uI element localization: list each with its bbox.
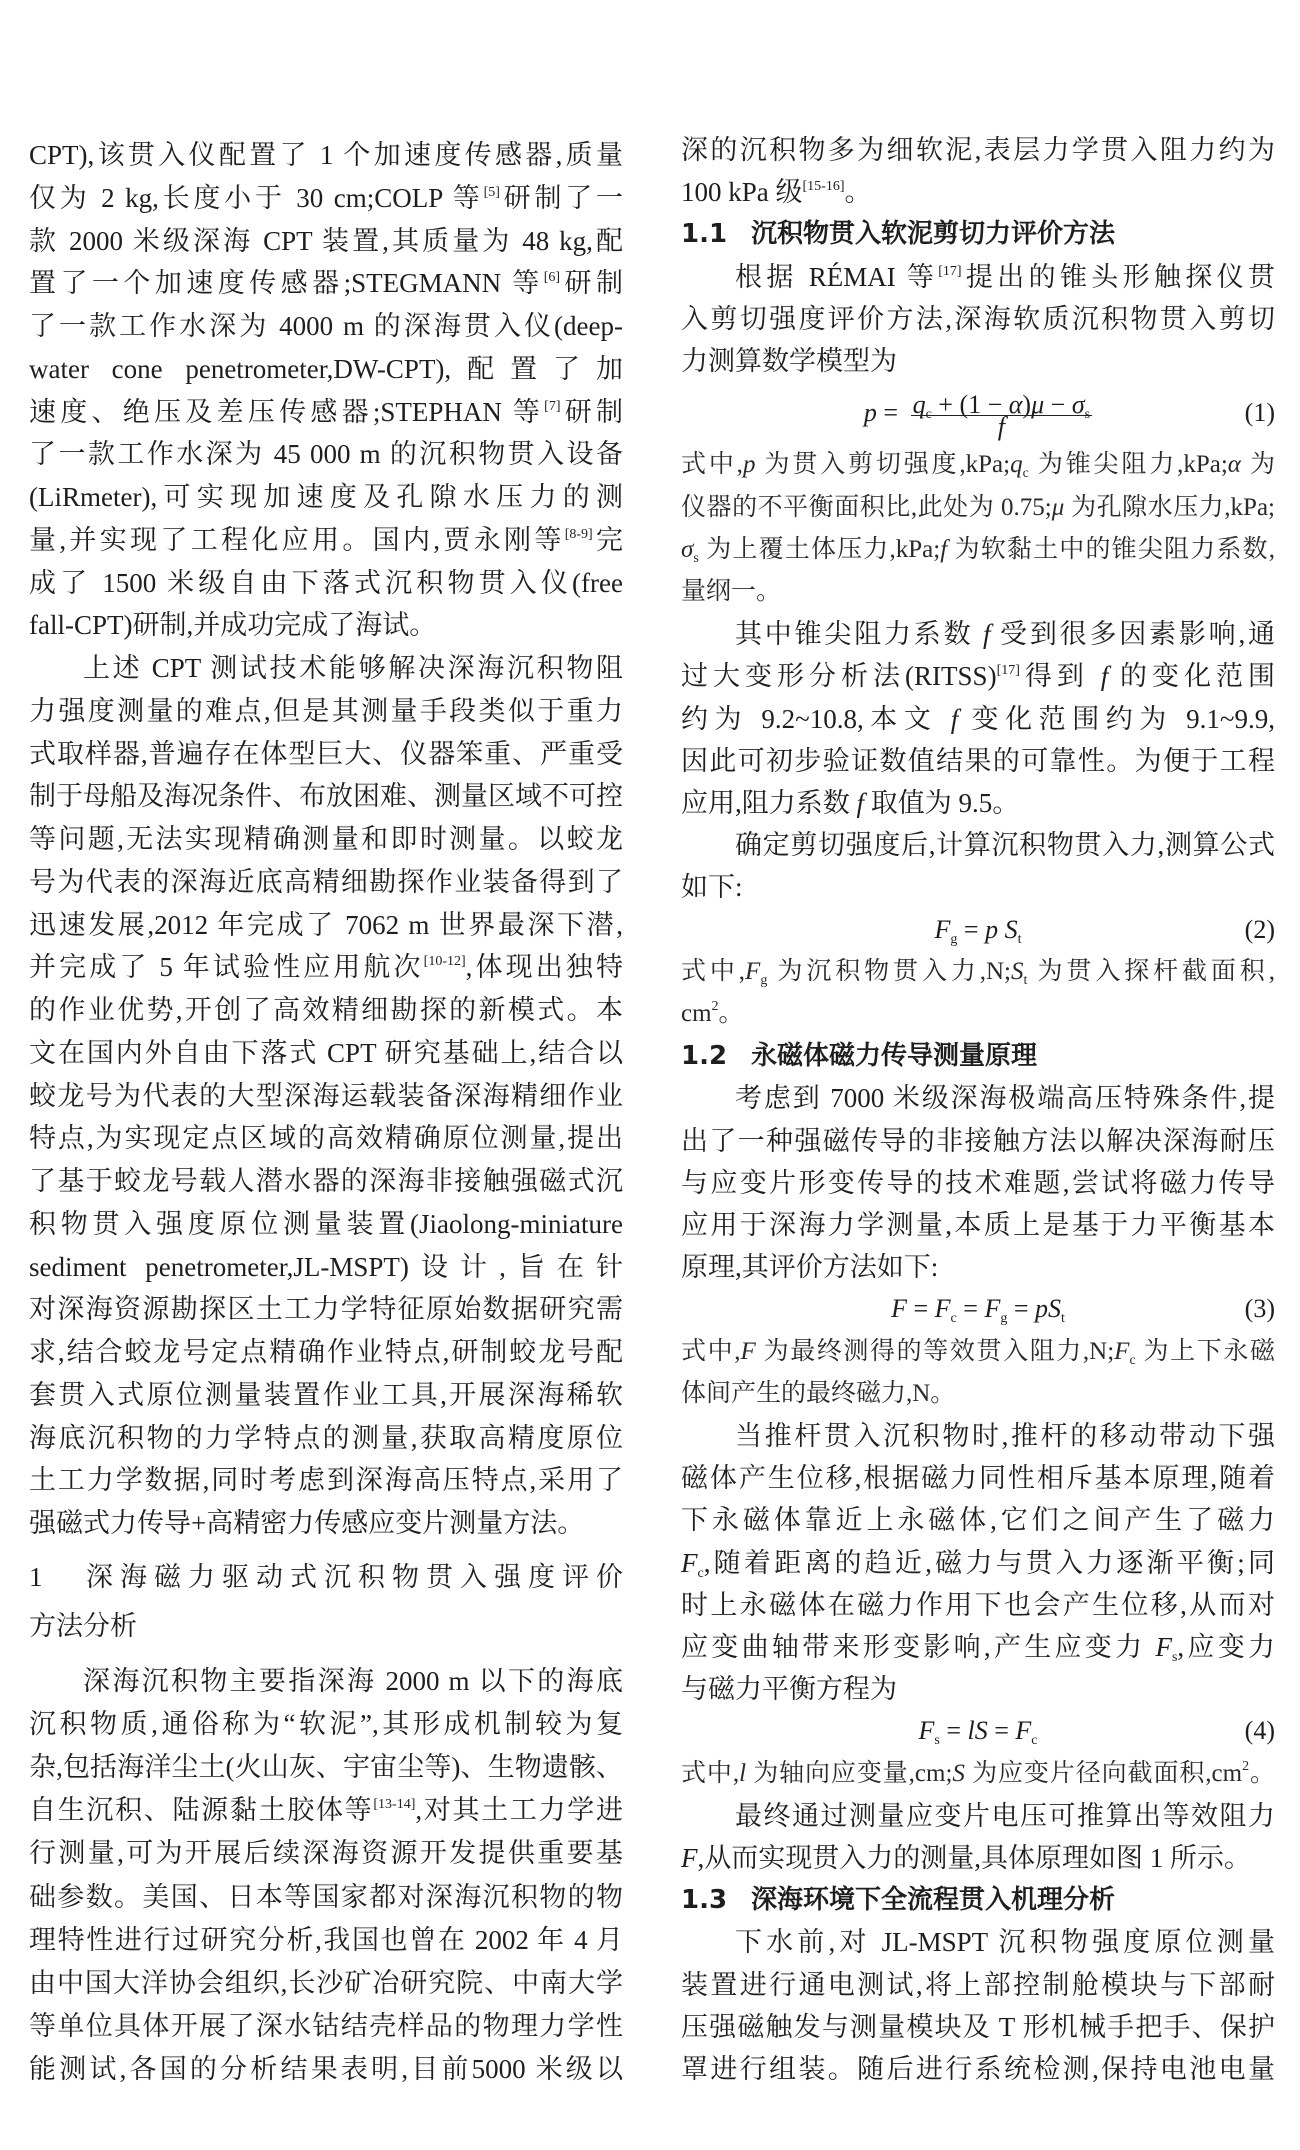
text-run: 原理,其评价方法如下: xyxy=(681,1252,939,1283)
paragraph-line xyxy=(29,1247,623,1287)
paragraph-line xyxy=(29,1204,623,1244)
text-run: 深的沉积物多为细软泥,表层力学贯入阻力约为 xyxy=(681,135,1275,165)
equation-number: (3) xyxy=(1244,1294,1275,1324)
text-run: 为 xyxy=(1240,451,1275,479)
text-run: = xyxy=(957,914,986,944)
paragraph-line xyxy=(681,1205,1275,1245)
text-run: 因此可初步验证数值结果的可靠性。为便于工程 xyxy=(681,745,1275,776)
paragraph-line xyxy=(29,734,623,774)
text-run: 下水前,对 JL-MSPT 沉积物强度原位测量 xyxy=(735,1927,1275,1958)
math-variable: f xyxy=(982,619,991,650)
text-run: 体间产生的最终磁力,N。 xyxy=(681,1379,956,1407)
citation-superscript: [8-9] xyxy=(564,526,593,542)
paragraph-line xyxy=(29,1118,623,1158)
equation-number: (1) xyxy=(1244,398,1275,428)
math-variable: f xyxy=(940,535,948,563)
text-run: 时上永磁体在磁力作用下也会产生位移,从而对 xyxy=(681,1589,1275,1620)
text-run: 应变曲轴带来形变影响,产生应变力 xyxy=(681,1632,1156,1662)
text-run: ,对其土工力学进 xyxy=(415,1795,624,1826)
math-variable: f xyxy=(950,703,959,734)
math-variable: lS xyxy=(967,1716,988,1746)
subscript: s xyxy=(1171,1650,1178,1665)
math-variable: F xyxy=(681,1547,698,1578)
text-run: 为上覆土体压力,kPa; xyxy=(698,535,941,563)
paragraph-line xyxy=(29,990,623,1030)
paragraph-line xyxy=(681,1500,1275,1540)
math-variable: μ xyxy=(1031,389,1045,419)
math-variable: S xyxy=(1004,914,1018,944)
subscript: c xyxy=(697,1565,704,1581)
paragraph-line xyxy=(681,825,1275,865)
text-run: 过大变形分析法(RITSS) xyxy=(681,661,997,692)
text-run: 土工力学数据,同时考虑到深海高压特点,采用了 xyxy=(29,1465,623,1496)
paragraph-line xyxy=(681,1922,1275,1962)
text-run: ) xyxy=(1022,389,1032,419)
text-run: 沉积物质,通俗称为“软泥”,其形成机制较为复 xyxy=(29,1709,623,1740)
paragraph-line xyxy=(681,867,1275,907)
paragraph-line xyxy=(29,1877,623,1917)
math-variable: p xyxy=(985,914,999,944)
text-run: 成了 1500 米级自由下落式沉积物贯入仪(free xyxy=(29,567,623,598)
paragraph-line xyxy=(29,1963,623,2003)
equation-note-line xyxy=(681,488,1275,528)
text-run: 杂,包括海洋尘土(火山灰、宇宙尘等)、生物遗骸、 xyxy=(29,1752,623,1783)
paragraph-line xyxy=(29,1033,623,1073)
equation-number: (2) xyxy=(1244,914,1275,944)
subscript: t xyxy=(1061,1311,1065,1327)
text-run: 为贯入剪切强度,kPa; xyxy=(755,451,1011,479)
text-run: 其中锥尖阻力系数 xyxy=(735,619,983,650)
fraction xyxy=(911,389,1093,441)
section-number: 1.2 xyxy=(681,1041,728,1072)
math-variable: F xyxy=(1015,1716,1032,1746)
text-run: 量,并实现了工程化应用。国内,贾永刚等 xyxy=(29,524,565,555)
text-run: 力测算数学模型为 xyxy=(681,346,897,376)
chapter-heading-line xyxy=(29,1606,623,1646)
paragraph-line xyxy=(29,2006,623,2046)
text-run: 式中, xyxy=(681,1337,741,1365)
math-variable: f xyxy=(997,411,1005,441)
paragraph-line xyxy=(681,1163,1275,1203)
subscript: s xyxy=(693,550,699,566)
text-run: 为轴向应变量,cm; xyxy=(746,1759,953,1787)
subscript: s xyxy=(1084,406,1091,422)
math-variable: F xyxy=(740,1337,756,1365)
equation-note-line xyxy=(681,445,1275,485)
subscript: t xyxy=(1017,931,1022,947)
text-run: − xyxy=(1044,389,1072,419)
text-run: 了基于蛟龙号载人潜水器的深海非接触强磁式沉 xyxy=(29,1166,623,1196)
text-run: 深海磁力驱动式沉积物贯入强度评价 xyxy=(79,1562,623,1592)
text-run: 为锥尖阻力,kPa; xyxy=(1028,451,1228,479)
text-run: 的变化范围 xyxy=(1108,661,1276,692)
paragraph-line xyxy=(29,862,623,902)
subscript: g xyxy=(1000,1311,1008,1327)
text-run: cm xyxy=(681,1000,712,1027)
text-run: 确定剪切强度后,计算沉积物贯入力,测算公式 xyxy=(735,830,1275,861)
paragraph-line xyxy=(681,1247,1275,1287)
subscript: c xyxy=(925,406,932,422)
text-run: 为贯入探杆截面积, xyxy=(1027,957,1275,985)
subscript: t xyxy=(1023,972,1028,988)
text-run: 上述 CPT 测试技术能够解决深海沉积物阻 xyxy=(83,653,623,683)
text-run: 自生沉积、陆源黏土胶体等 xyxy=(29,1795,374,1826)
text-run: 出了一种强磁传导的非接触方法以解决深海耐压 xyxy=(681,1125,1275,1156)
section-title: 沉积物贯入软泥剪切力评价方法 xyxy=(751,219,1116,250)
text-run: 了一款工作水深为 4000 m 的深海贯入仪(deep- xyxy=(29,311,623,341)
text-run: (LiRmeter),可实现加速度及孔隙水压力的测 xyxy=(29,482,623,512)
paragraph-line xyxy=(29,520,623,560)
paragraph-line xyxy=(29,1076,623,1116)
math-variable: f xyxy=(856,788,865,818)
subscript: s xyxy=(934,1733,940,1749)
text-run: 仅为 2 kg,长度小于 30 cm;COLP 等 xyxy=(29,182,484,213)
text-run: 由中国大洋协会组织,长沙矿冶研究院、中南大学 xyxy=(29,1967,623,1998)
paragraph-line xyxy=(29,1161,623,1201)
text-run: 完 xyxy=(592,524,624,555)
text-run: 迅速发展,2012 年完成了 7062 m 世界最深下潜, xyxy=(29,909,623,940)
text-run: 为应变片径向截面积,cm xyxy=(964,1759,1243,1787)
paragraph-line xyxy=(681,341,1275,381)
text-run: 制于母船及海况条件、布放困难、测量区域不可控 xyxy=(29,781,623,812)
equation xyxy=(681,910,1275,950)
text-run: 强磁式力传导+高精密力传感应变片测量方法。 xyxy=(29,1508,585,1538)
paragraph-line xyxy=(29,477,623,517)
paragraph-line xyxy=(681,172,1275,212)
paragraph-line xyxy=(681,1121,1275,1161)
text-run: 为沉积物贯入力,N; xyxy=(767,957,1011,985)
text-run: 应用于深海力学测量,本质上是基于力平衡基本 xyxy=(681,1210,1275,1240)
math-variable: F xyxy=(745,957,761,985)
paragraph-line xyxy=(29,2049,623,2089)
subscript: c xyxy=(1031,1733,1038,1749)
paragraph-line xyxy=(681,783,1275,823)
section-title: 深海环境下全流程贯入机理分析 xyxy=(751,1885,1116,1916)
text-run: 式取样器,普遍存在体型巨大、仪器笨重、严重受 xyxy=(29,738,623,769)
paragraph-line xyxy=(681,2049,1275,2089)
citation-superscript: [13-14] xyxy=(373,1797,416,1813)
paragraph-line xyxy=(29,776,623,816)
text-run: 取值为 9.5。 xyxy=(864,788,1020,818)
equation-note-line xyxy=(681,530,1275,570)
text-run: 积物贯入强度原位测量装置(Jiaolong-miniature xyxy=(29,1208,623,1239)
math-variable: S xyxy=(952,1759,965,1787)
text-run: 100 kPa 级 xyxy=(681,177,803,208)
paragraph-line xyxy=(681,1965,1275,2005)
paragraph-line xyxy=(681,1458,1275,1498)
paragraph-line xyxy=(29,135,623,175)
text-run: 款 2000 米级深海 CPT 装置,其质量为 48 kg,配 xyxy=(29,225,623,256)
text-run: CPT),该贯入仪配置了 1 个加速度传感器,质量 xyxy=(29,140,623,170)
paragraph-line xyxy=(29,1661,623,1701)
subscript: c xyxy=(950,1311,957,1327)
text-run: 方法分析 xyxy=(29,1611,137,1641)
text-run: 研制了一 xyxy=(499,182,623,213)
paragraph-line xyxy=(681,656,1275,696)
text-run: fall-CPT)研制,并成功完成了海试。 xyxy=(29,610,437,641)
text-run: 了一款工作水深为 45 000 m 的沉积物贯入设备 xyxy=(29,439,623,470)
text-run: = xyxy=(987,1716,1016,1746)
text-run: 磁体产生位移,根据磁力同性相斥基本原理,随着 xyxy=(681,1463,1275,1494)
paragraph-line xyxy=(681,741,1275,781)
section-number: 1.3 xyxy=(681,1885,728,1916)
text-run: 式中, xyxy=(681,1759,740,1787)
text-run: 等问题,无法实现精确测量和即时测量。以蛟龙 xyxy=(29,824,623,854)
math-variable: pS xyxy=(1035,1294,1061,1324)
text-run: 。 xyxy=(718,1000,744,1027)
equation-note-line xyxy=(681,572,1275,612)
equation-note-line xyxy=(681,994,1275,1034)
paragraph-line xyxy=(681,2007,1275,2047)
paragraph-line xyxy=(29,263,623,303)
text-run: 罩进行组装。随后进行系统检测,保持电池电量 xyxy=(681,2054,1275,2084)
paragraph-line xyxy=(29,1704,623,1744)
paragraph-line xyxy=(29,1920,623,1960)
equation-note-line xyxy=(681,1332,1275,1372)
text-run: 为孔隙水压力,kPa; xyxy=(1064,493,1275,521)
math-variable: α xyxy=(1008,389,1023,419)
paragraph-line xyxy=(681,1585,1275,1625)
math-variable: F xyxy=(1114,1337,1130,1365)
left-column xyxy=(29,0,623,2150)
math-variable: F xyxy=(918,1716,935,1746)
text-run: + (1 − xyxy=(931,389,1009,419)
text-run: 当推杆贯入沉积物时,推杆的移动带动下强 xyxy=(735,1421,1275,1451)
text-run: = xyxy=(906,1294,935,1324)
text-run: 套贯入式原位测量装置作业工具,开展深海稀软 xyxy=(29,1379,623,1410)
text-run: water cone penetrometer,DW-CPT),配置了加 xyxy=(29,353,623,384)
math-variable: F xyxy=(891,1294,907,1324)
math-variable: l xyxy=(739,1759,747,1787)
paragraph-line xyxy=(681,257,1275,297)
paragraph-line xyxy=(29,1460,623,1500)
text-run: 约为 9.2~10.8,本文 xyxy=(681,703,951,734)
subscript: g xyxy=(950,931,958,947)
math-variable: F xyxy=(681,1843,698,1873)
paragraph-line xyxy=(29,306,623,346)
math-variable: F xyxy=(934,914,951,944)
math-variable: F xyxy=(934,1294,951,1324)
text-run: 。 xyxy=(844,177,872,208)
citation-superscript: [7] xyxy=(544,398,561,414)
citation-superscript: [5] xyxy=(483,184,500,200)
subscript: g xyxy=(760,972,768,988)
citation-superscript: [17] xyxy=(996,663,1020,679)
paragraph-line xyxy=(681,1669,1275,1709)
paragraph-line xyxy=(681,299,1275,339)
text-run: 对深海资源勘探区土工力学特征原始数据研究需 xyxy=(29,1294,623,1325)
text-run: 蛟龙号为代表的大型深海运载装备深海精细作业 xyxy=(29,1080,623,1111)
text-run: 为最终测得的等效贯入阻力,N; xyxy=(755,1337,1115,1365)
subscript: c xyxy=(1022,466,1029,482)
text-run: 础参数。美国、日本等国家都对深海沉积物的物 xyxy=(29,1881,623,1912)
paragraph-line xyxy=(29,1790,623,1830)
paragraph-line xyxy=(29,1332,623,1372)
text-run: 等单位具体开展了深水钴结壳样品的物理力学性 xyxy=(29,2010,623,2041)
text-run: 的作业优势,开创了高效精细勘探的新模式。本 xyxy=(29,995,623,1025)
equation-number: (4) xyxy=(1244,1716,1275,1746)
text-run: = xyxy=(1007,1294,1035,1324)
text-run: 置了一个加速度传感器;STEGMANN 等 xyxy=(29,268,544,299)
text-run: 得到 xyxy=(1019,661,1101,692)
text-run: 为软黏土中的锥尖阻力系数, xyxy=(947,535,1275,563)
citation-superscript: [6] xyxy=(543,270,561,286)
text-run: 下永磁体靠近上永磁体,它们之间产生了磁力 xyxy=(681,1505,1275,1536)
paragraph-line xyxy=(681,130,1275,170)
right-column xyxy=(681,0,1275,2150)
text-run: 研制 xyxy=(560,396,624,427)
subscript: c xyxy=(1129,1352,1136,1368)
paragraph-line xyxy=(29,947,623,987)
paragraph-line xyxy=(29,563,623,603)
paragraph-line xyxy=(29,1375,623,1415)
text-run: = xyxy=(956,1294,985,1324)
equation xyxy=(681,1289,1275,1329)
paragraph-line xyxy=(29,605,623,645)
math-variable: α xyxy=(1227,451,1241,479)
citation-superscript: 2 xyxy=(711,999,719,1014)
math-variable: q xyxy=(912,389,926,419)
text-run: 与应变片形变传导的技术难题,尝试将磁力传导 xyxy=(681,1167,1275,1198)
text-run: 海底沉积物的力学特点的测量,获取高精度原位 xyxy=(29,1422,623,1453)
paragraph-line xyxy=(681,1796,1275,1836)
text-run: = xyxy=(876,398,905,428)
paragraph-line xyxy=(29,905,623,945)
text-run: 速度、绝压及差压传感器;STEPHAN 等 xyxy=(29,396,545,427)
paragraph-line xyxy=(681,1543,1275,1583)
text-run: ,随着距离的趋近,磁力与贯入力逐渐平衡;同 xyxy=(703,1547,1275,1578)
text-run: 为上下永磁 xyxy=(1135,1337,1275,1365)
equation-note-line xyxy=(681,1754,1275,1794)
text-run: 考虑到 7000 米级深海极端高压特殊条件,提 xyxy=(735,1083,1275,1114)
paragraph-line xyxy=(29,178,623,218)
paragraph-line xyxy=(29,691,623,731)
math-variable: σ xyxy=(681,535,694,563)
text-run: 求,结合蛟龙号定点精确作业特点,研制蛟龙号配 xyxy=(29,1337,623,1367)
math-variable: μ xyxy=(1051,493,1065,521)
text-run: 受到很多因素影响,通 xyxy=(990,619,1276,650)
paragraph-line xyxy=(681,1078,1275,1118)
paragraph-line xyxy=(29,1418,623,1458)
text-run: 特点,为实现定点区域的高效精确原位测量,提出 xyxy=(29,1123,623,1154)
math-variable: p xyxy=(863,398,877,428)
paragraph-line xyxy=(29,349,623,389)
paragraph-line xyxy=(681,1416,1275,1456)
equation xyxy=(681,389,1275,441)
paragraph-line xyxy=(681,1627,1275,1667)
text-run: 式中, xyxy=(681,451,743,479)
section-heading xyxy=(681,1880,1275,1920)
text-run: ,应变力 xyxy=(1177,1632,1276,1662)
equation xyxy=(681,1711,1275,1751)
text-run: 变化范围约为 9.1~9.9, xyxy=(958,703,1275,734)
chapter-number: 1 xyxy=(29,1562,43,1592)
citation-superscript: [15-16] xyxy=(802,179,845,195)
text-run: ,体现出独特 xyxy=(465,952,624,983)
text-run: 应用,阻力系数 xyxy=(681,788,857,818)
citation-superscript: 2 xyxy=(1242,1758,1250,1774)
paragraph-line xyxy=(29,819,623,859)
text-run: 压强磁触发与测量模块及 T 形机械手把手、保护 xyxy=(681,2011,1275,2042)
paragraph-line xyxy=(681,699,1275,739)
equation-note-line xyxy=(681,952,1275,992)
section-title: 永磁体磁力传导测量原理 xyxy=(751,1041,1038,1072)
math-variable: σ xyxy=(1071,389,1085,419)
text-run: 研制 xyxy=(560,268,623,299)
math-variable: F xyxy=(984,1294,1001,1324)
text-run: 装置进行通电测试,将上部控制舱模块与下部耐 xyxy=(681,1969,1275,2000)
math-variable: f xyxy=(1100,661,1109,692)
paragraph-line xyxy=(29,648,623,688)
text-run: 入剪切强度评价方法,深海软质沉积物贯入剪切 xyxy=(681,303,1275,334)
paragraph-line xyxy=(29,434,623,474)
paragraph-line xyxy=(29,221,623,261)
text-run: 并完成了 5 年试验性应用航次 xyxy=(29,952,424,983)
paragraph-line xyxy=(29,1503,623,1543)
paragraph-line xyxy=(681,1838,1275,1878)
paragraph-line xyxy=(29,1747,623,1787)
paragraph-line xyxy=(29,392,623,432)
math-variable: F xyxy=(1155,1632,1172,1662)
citation-superscript: [10-12] xyxy=(423,954,466,970)
equation-note-line xyxy=(681,1374,1275,1414)
chapter-heading-line xyxy=(29,1557,623,1597)
section-number: 1.1 xyxy=(681,219,728,250)
text-run: 仪器的不平衡面积比,此处为 0.75; xyxy=(681,493,1052,521)
text-run: 与磁力平衡方程为 xyxy=(681,1674,897,1705)
text-run: 根据 RÉMAI 等 xyxy=(735,261,939,292)
text-run: = xyxy=(939,1716,968,1746)
text-run: 如下: xyxy=(681,872,743,903)
text-run: 量纲一。 xyxy=(681,578,782,605)
math-variable: q xyxy=(1010,451,1023,479)
section-heading xyxy=(681,214,1275,254)
text-run: 深海沉积物主要指深海 2000 m 以下的海底 xyxy=(83,1666,623,1696)
text-run: 行测量,可为开展后续深海资源开发提供重要基 xyxy=(29,1838,623,1869)
citation-superscript: [17] xyxy=(938,263,962,279)
text-run: ,从而实现贯入力的测量,具体原理如图 1 所示。 xyxy=(697,1843,1251,1873)
text-run: 。 xyxy=(1249,1759,1275,1787)
text-run: 号为代表的深海近底高精细勘探作业装备得到了 xyxy=(29,866,623,897)
paragraph-line xyxy=(681,614,1275,654)
text-run: 文在国内外自由下落式 CPT 研究基础上,结合以 xyxy=(29,1037,623,1068)
text-run: sediment penetrometer,JL-MSPT)设计,旨在针 xyxy=(29,1251,623,1282)
section-heading xyxy=(681,1036,1275,1076)
text-run: 力强度测量的难点,但是其测量手段类似于重力 xyxy=(29,695,623,726)
text-run: 提出的锥头形触探仪贯 xyxy=(961,261,1276,292)
paragraph-line xyxy=(29,1289,623,1329)
text-run: 最终通过测量应变片电压可推算出等效阻力 xyxy=(735,1800,1275,1831)
text-run: 理特性进行过研究分析,我国也曾在 2002 年 4 月 xyxy=(29,1924,623,1955)
text-run: 能测试,各国的分析结果表明,目前5000 米级以 xyxy=(29,2053,623,2084)
math-variable: S xyxy=(1011,957,1024,985)
math-variable: p xyxy=(742,451,756,479)
paragraph-line xyxy=(29,1833,623,1873)
text-run: 式中, xyxy=(681,957,746,985)
